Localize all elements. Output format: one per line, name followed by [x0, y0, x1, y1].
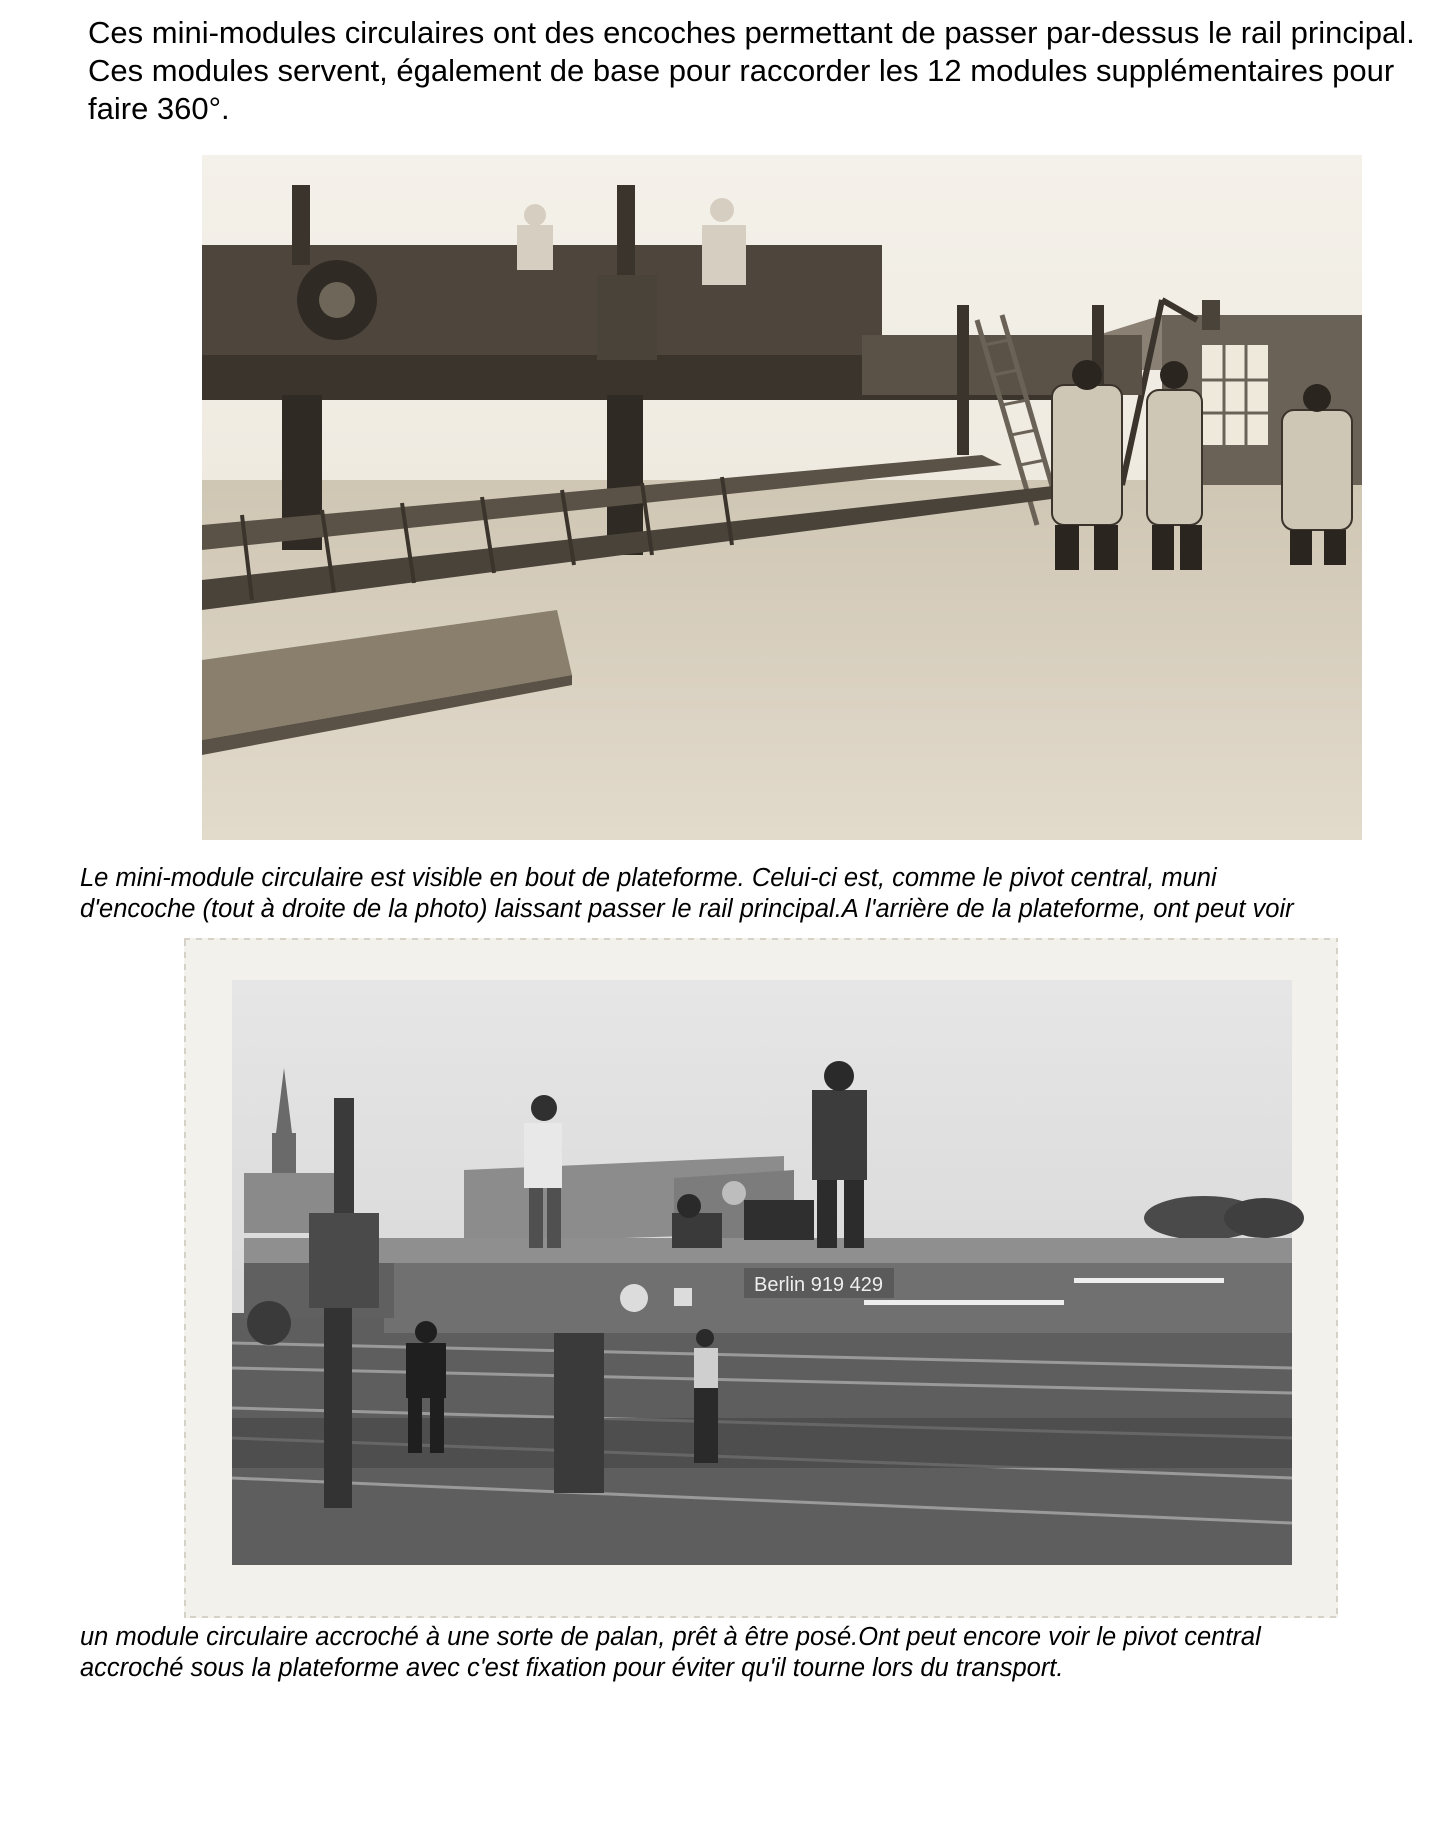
sepia-railway-photo — [162, 155, 1362, 840]
wagon-marking-text: Berlin 919 429 — [754, 1274, 883, 1296]
photo2-caption: un module circulaire accroché à une sorte de palan, prêt à être posé.Ont peut encore voir le pivot central accroché sous la plateforme avec c'est fixation pour éviter qu'il tourne lors du transport. — [80, 1623, 1261, 1682]
photo1-caption: Le mini-module circulaire est visible en bout de plateforme. Celui-ci est, comme le pivot central, muni d'encoche (tout à droite de la photo) laissant passer le rail principal.A l'arrière de la plateforme, ont peut voir — [80, 864, 1294, 923]
sepia-railway-photo-drawing — [162, 155, 1362, 840]
bw-railcar-photo-drawing — [184, 938, 1338, 1618]
intro-paragraph: Ces mini-modules circulaires ont des encoches permettant de passer par-dessus le rail principal. Ces modules servent, également de base pour raccorder les 12 modules supplémentaires pour faire 360°. — [88, 15, 1415, 126]
bw-railcar-photo — [184, 938, 1338, 1618]
